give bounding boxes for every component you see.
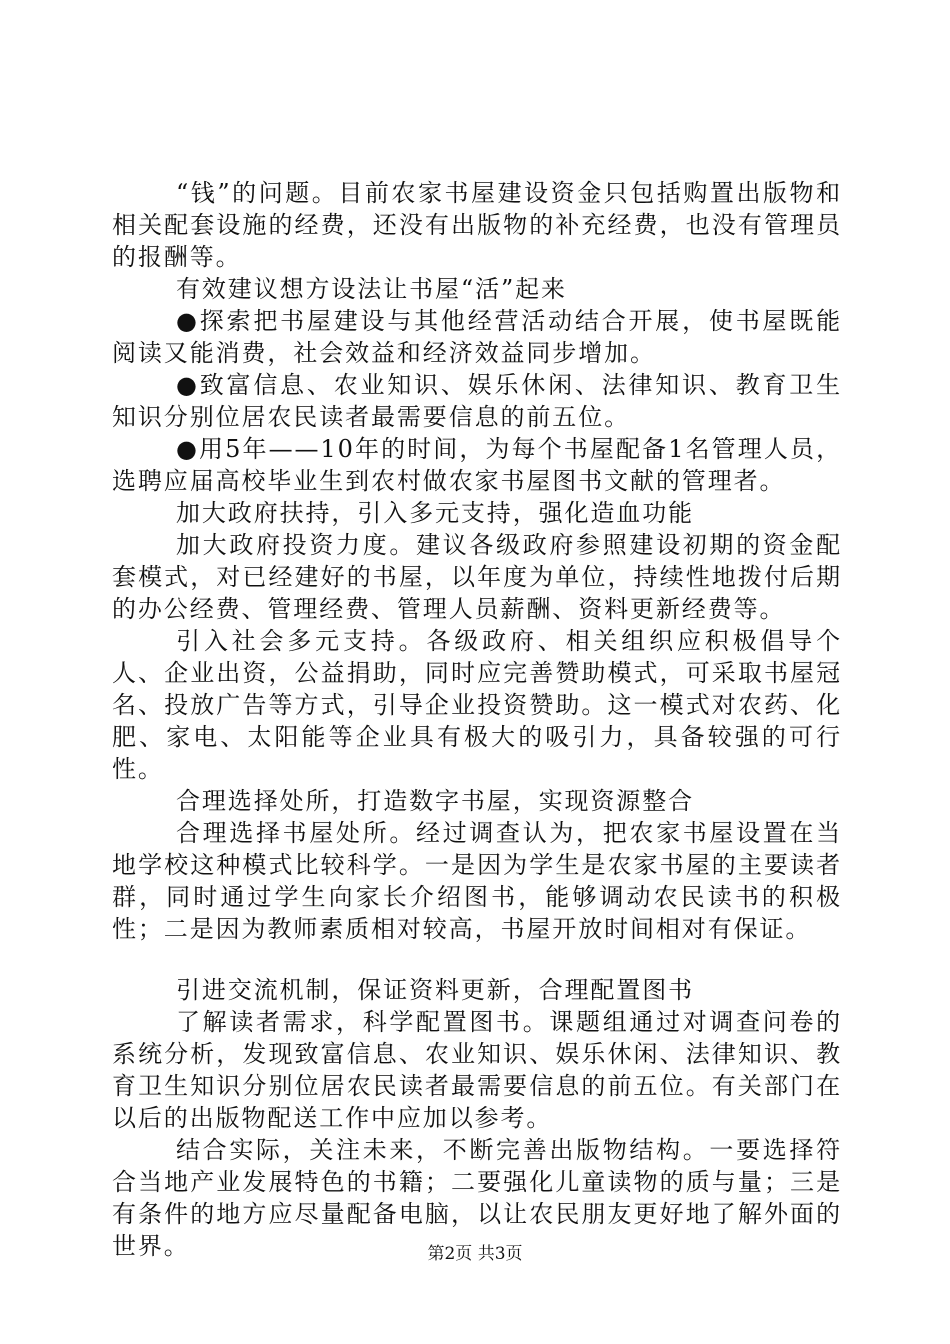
paragraph: 了解读者需求，科学配置图书。课题组通过对调查问卷的系统分析，发现致富信息、农业知识、娱乐休闲、法律知识、教育卫生知识分别位居农民读者最需要信息的前五位。有关部门在以后的出版物配送工作中应加以参考。	[112, 1008, 842, 1132]
section-heading: 引进交流机制，保证资料更新，合理配置图书	[176, 976, 694, 1004]
paragraph: 加大政府投资力度。建议各级政府参照建设初期的资金配套模式，对已经建好的书屋，以年度为单位，持续性地拨付后期的办公经费、管理经费、管理人员薪酬、资料更新经费等。	[112, 531, 842, 623]
section-heading: 加大政府扶持，引入多元支持，强化造血功能	[176, 499, 694, 527]
paragraph: “钱”的问题。目前农家书屋建设资金只包括购置出版物和相关配套设施的经费，还没有出版物的补充经费，也没有管理员的报酬等。	[112, 179, 842, 271]
paragraph: 合理选择书屋处所。经过调查认为，把农家书屋设置在当地学校这种模式比较科学。一是因为学生是农家书屋的主要读者群，同时通过学生向家长介绍图书，能够调动农民读书的积极性；二是因为教师素质相对较高，书屋开放时间相对有保证。	[112, 819, 842, 943]
bullet-item: ●用5年——10年的时间，为每个书屋配备1名管理人员，选聘应届高校毕业生到农村做农家书屋图书文献的管理者。	[112, 435, 842, 495]
page-number: 第2页 共3页	[427, 1244, 523, 1264]
paragraph: 引入社会多元支持。各级政府、相关组织应积极倡导个人、企业出资，公益捐助，同时应完善赞助模式，可采取书屋冠名、投放广告等方式，引导企业投资赞助。这一模式对农药、化肥、家电、太阳能等企业具有极大的吸引力，具备较强的可行性。	[112, 627, 842, 783]
document-body	[112, 177, 842, 1262]
paragraph: 结合实际，关注未来，不断完善出版物结构。一要选择符合当地产业发展特色的书籍；二要强化儿童读物的质与量；三是有条件的地方应尽量配备电脑，以让农民朋友更好地了解外面的世界。	[112, 1136, 842, 1260]
blank-line	[112, 945, 842, 974]
bullet-item: ●致富信息、农业知识、娱乐休闲、法律知识、教育卫生知识分别位居农民读者最需要信息的前五位。	[112, 371, 842, 431]
section-heading: 有效建议想方设法让书屋“活”起来	[176, 275, 567, 303]
bullet-item: ●探索把书屋建设与其他经营活动结合开展，使书屋既能阅读又能消费，社会效益和经济效益同步增加。	[112, 307, 842, 367]
section-heading: 合理选择处所，打造数字书屋，实现资源整合	[176, 787, 694, 815]
